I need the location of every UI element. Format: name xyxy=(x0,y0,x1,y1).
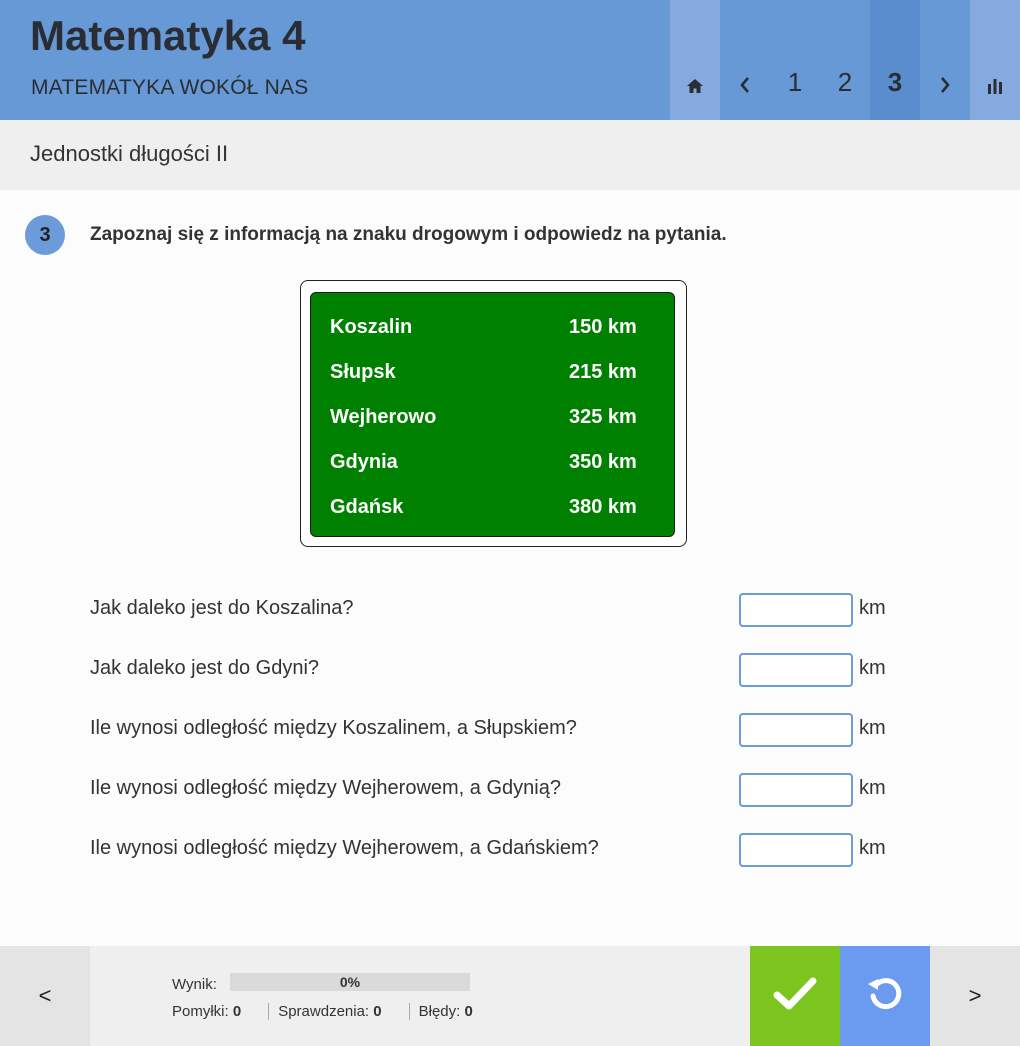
sign-distance: 215 km xyxy=(569,361,637,383)
app-header xyxy=(0,0,1020,120)
sign-row xyxy=(311,406,674,451)
stats-row xyxy=(172,1003,482,1020)
home-button[interactable] xyxy=(670,0,720,120)
page-2-button[interactable]: 2 xyxy=(837,67,853,97)
task-number-badge: 3 xyxy=(25,215,65,255)
answer-input[interactable] xyxy=(739,773,853,807)
checks-label: Sprawdzenia: xyxy=(278,1003,370,1020)
check-answers-button[interactable] xyxy=(750,946,840,1046)
road-sign-panel xyxy=(310,292,675,537)
checkmark-icon xyxy=(773,976,817,1017)
question-row xyxy=(0,773,1020,807)
answer-input[interactable] xyxy=(739,833,853,867)
bar-chart-icon xyxy=(986,78,1004,98)
sign-distance: 150 km xyxy=(569,316,637,338)
home-icon xyxy=(686,78,704,98)
sign-distance: 380 km xyxy=(569,496,637,518)
mistakes-value: 0 xyxy=(232,1003,242,1020)
app-subtitle: MATEMATYKA WOKÓŁ NAS xyxy=(31,76,309,99)
question-text: Ile wynosi odległość między Wejherowem, a Gdynią? xyxy=(90,777,561,799)
task-instruction: Zapoznaj się z informacją na znaku drogowym i odpowiedz na pytania. xyxy=(90,224,727,245)
lesson-bar xyxy=(0,120,1020,190)
sign-city: Gdynia xyxy=(330,451,398,473)
mistakes-label: Pomyłki: xyxy=(172,1003,229,1020)
prev-page-button[interactable] xyxy=(720,0,770,120)
stats-button[interactable] xyxy=(970,0,1020,120)
unit-label: km xyxy=(859,777,886,799)
errors-stat xyxy=(409,1003,482,1020)
score-label: Wynik: xyxy=(172,976,217,993)
errors-value: 0 xyxy=(464,1003,473,1020)
question-text: Jak daleko jest do Gdyni? xyxy=(90,657,320,679)
checks-stat xyxy=(268,1003,408,1020)
question-text: Ile wynosi odległość między Wejherowem, a Gdańskiem? xyxy=(90,837,599,859)
page-1-button[interactable]: 1 xyxy=(787,67,803,97)
sign-city: Słupsk xyxy=(330,361,396,383)
question-text: Jak daleko jest do Koszalina? xyxy=(90,597,354,619)
sign-city: Koszalin xyxy=(330,316,413,338)
question-row xyxy=(0,653,1020,687)
score-value: 0% xyxy=(339,974,361,990)
unit-label: km xyxy=(859,597,886,619)
errors-label: Błędy: xyxy=(418,1003,461,1020)
page-3-button[interactable]: 3 xyxy=(870,0,920,120)
question-row xyxy=(0,593,1020,627)
score-progress-bar xyxy=(230,973,470,991)
sign-row xyxy=(311,451,674,496)
sign-distance: 350 km xyxy=(569,451,637,473)
footer-bar xyxy=(0,946,1020,1046)
question-row xyxy=(0,713,1020,747)
next-exercise-button[interactable]: > xyxy=(930,946,1020,1046)
app-title: Matematyka 4 xyxy=(30,12,306,59)
road-sign xyxy=(300,280,687,547)
mistakes-stat xyxy=(172,1003,268,1020)
reset-button[interactable] xyxy=(840,946,930,1046)
sign-row xyxy=(311,316,674,361)
answer-input[interactable] xyxy=(739,593,853,627)
page-navigation xyxy=(670,0,1020,120)
sign-distance: 325 km xyxy=(569,406,637,428)
chevron-right-icon xyxy=(939,76,951,98)
unit-label: km xyxy=(859,837,886,859)
question-row xyxy=(0,833,1020,867)
question-text: Ile wynosi odległość między Koszalinem, a Słupskiem? xyxy=(90,717,577,739)
sign-row xyxy=(311,361,674,406)
checks-value: 0 xyxy=(373,1003,382,1020)
unit-label: km xyxy=(859,717,886,739)
reset-icon xyxy=(865,974,905,1019)
previous-exercise-button[interactable]: < xyxy=(0,946,90,1046)
next-page-button[interactable] xyxy=(920,0,970,120)
sign-city: Gdańsk xyxy=(330,496,404,518)
chevron-left-icon xyxy=(739,76,751,98)
answer-input[interactable] xyxy=(739,653,853,687)
sign-city: Wejherowo xyxy=(330,406,437,428)
unit-label: km xyxy=(859,657,886,679)
sign-row xyxy=(311,496,674,541)
lesson-title: Jednostki długości II xyxy=(30,141,229,166)
answer-input[interactable] xyxy=(739,713,853,747)
